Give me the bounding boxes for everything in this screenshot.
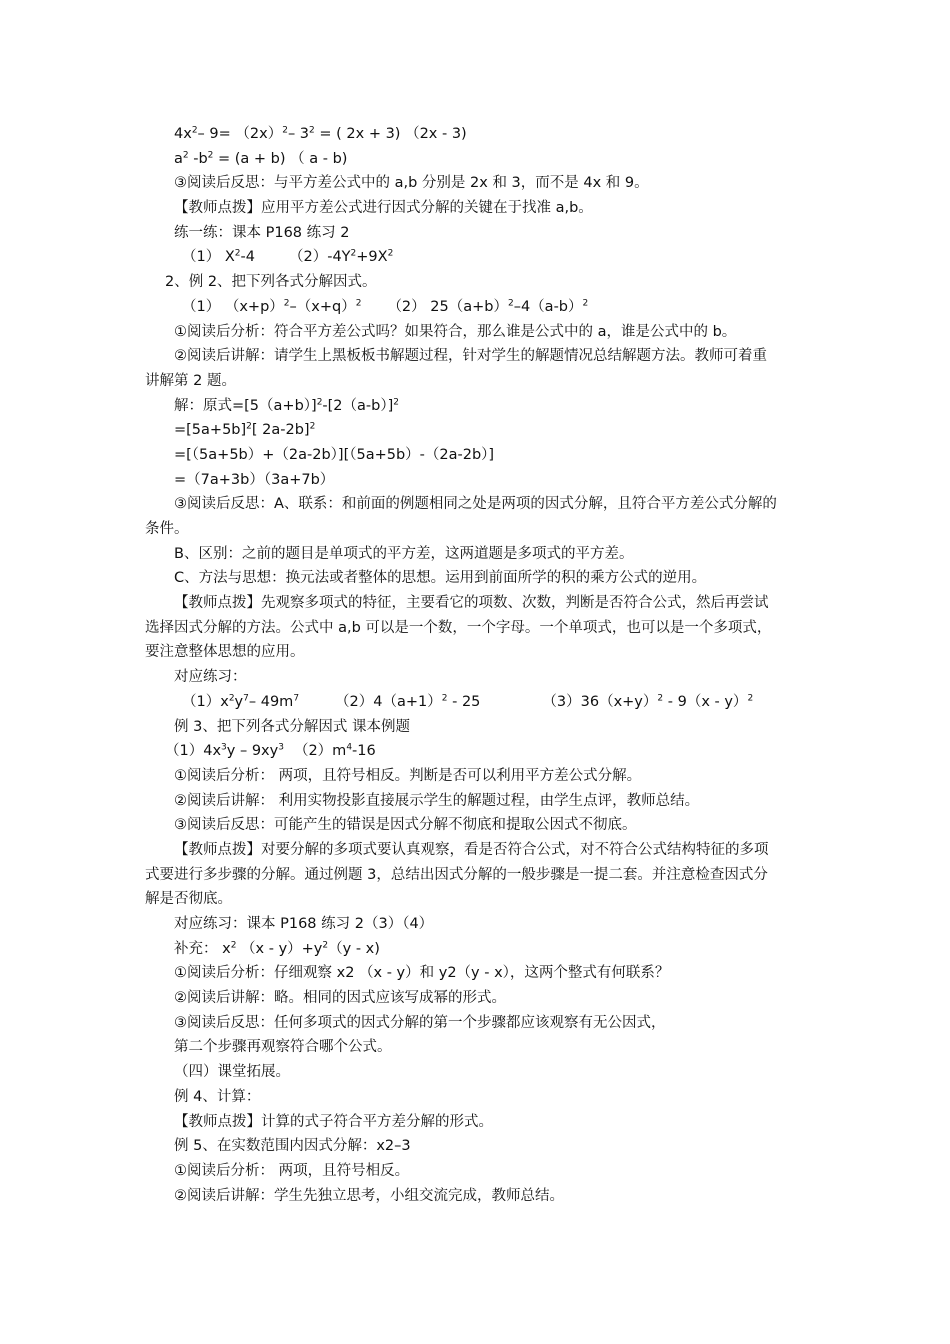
reflection-line: ③阅读后反思：任何多项式的因式分解的第一个步骤都应该观察有无公因式， xyxy=(174,1014,666,1031)
text: = ( 2x + 3) （2x - 3) xyxy=(314,126,467,142)
reflection-line: ③阅读后反思：A、联系：和前面的例题相同之处是两项的因式分解，且符合平方差公式分解的 xyxy=(174,496,777,513)
teacher-tip-line: 【教师点拨】对要分解的多项式要认真观察，看是否符合公式，对不符合公式结构特征的多项 xyxy=(174,841,769,858)
example-2-items xyxy=(145,295,810,320)
text: 解：原式=[5（a+b）] xyxy=(174,397,317,414)
reflection-line: ③阅读后反思：与平方差公式中的 a,b 分别是 2x 和 3，而不是 4x 和 9。 xyxy=(174,175,649,192)
text: -4 xyxy=(240,249,255,266)
practice-line: 练一练：课本 P168 练习 2 xyxy=(174,224,350,241)
superscript: 3 xyxy=(278,742,284,753)
analysis-line: ①阅读后分析：仔细观察 x2 （x - y）和 y2（y - x），这两个整式有何联系？ xyxy=(174,965,670,982)
superscript: 2 xyxy=(283,298,290,309)
analysis-line: ①阅读后分析： 两项，且符号相反。判断是否可以利用平方差公式分解。 xyxy=(174,767,642,784)
exercise-heading: 对应练习： xyxy=(174,669,247,686)
practice-items-line xyxy=(145,245,810,270)
analysis-line: ①阅读后分析：符合平方差公式吗？如果符合，那么谁是公式中的 a，谁是公式中的 b。 xyxy=(174,323,737,340)
explanation-line-cont: 讲解第 2 题。 xyxy=(145,372,236,389)
exercise-line: 对应练习：课本 P168 练习 2（3）（4） xyxy=(174,916,434,932)
explanation-line: ②阅读后讲解：略。相同的因式应该写成幂的形式。 xyxy=(174,990,506,1007)
reflection-line-cont: 条件。 xyxy=(145,521,189,537)
superscript: 2 xyxy=(230,940,237,951)
teacher-tip-line: 【教师点拨】计算的式子符合平方差分解的形式。 xyxy=(174,1113,493,1130)
superscript: 7 xyxy=(243,693,249,704)
superscript: 2 xyxy=(657,693,664,704)
superscript: 2 xyxy=(441,693,448,704)
teacher-tip-line-cont: 式要进行多步骤的分解。通过例题 3，总结出因式分解的一般步骤是一提二套。并注意检查因式分 xyxy=(145,866,768,883)
text: （1）x xyxy=(182,693,229,710)
text: = (a + b) （ a - b) xyxy=(213,150,348,167)
text: 补充： x xyxy=(174,940,231,957)
text: -b xyxy=(188,150,208,167)
superscript: 2 xyxy=(191,125,198,136)
text: +9X xyxy=(356,249,388,266)
teacher-tip-line: 【教师点拨】应用平方差公式进行因式分解的关键在于找准 a,b。 xyxy=(174,200,593,217)
text: y xyxy=(234,693,244,710)
text: =[5a+5b] xyxy=(174,422,247,439)
text: （2）m xyxy=(293,743,347,760)
solution-line-2 xyxy=(145,418,810,443)
text: 4x xyxy=(174,126,192,142)
explanation-line: ②阅读后讲解：请学生上黑板板书解题过程，针对学生的解题情况总结解题方法。教师可着重 xyxy=(174,348,767,365)
example-3-items xyxy=(145,739,810,764)
text: （3）36（x+y） xyxy=(542,693,658,710)
superscript: 2 xyxy=(228,693,235,704)
explanation-line: ②阅读后讲解： 利用实物投影直接展示学生的解题过程，由学生点评，教师总结。 xyxy=(174,792,700,809)
reflection-line-cont: 第二个步骤再观察符合哪个公式。 xyxy=(174,1039,392,1056)
superscript: 2 xyxy=(316,397,323,408)
text: –（x+q） xyxy=(289,298,356,315)
text: – 9= （2x） xyxy=(197,126,283,142)
section-heading: （四）课堂拓展。 xyxy=(174,1064,290,1081)
text: -[2（a-b）] xyxy=(322,397,394,414)
superscript: 7 xyxy=(293,693,300,704)
text: （2） 25（a+b） xyxy=(387,298,508,315)
equation-line-2 xyxy=(145,147,810,172)
text: - 9（x - y） xyxy=(663,693,748,710)
superscript: 2 xyxy=(350,249,357,260)
text: （1） X xyxy=(182,249,235,266)
solution-line-4: =（7a+3b）（3a+7b） xyxy=(174,471,335,488)
solution-line-3: =[（5a+5b）+（2a-2b）][（5a+5b）-（2a-2b）] xyxy=(174,446,495,463)
equation-line-1 xyxy=(145,122,810,147)
superscript: 2 xyxy=(234,249,241,260)
superscript: 2 xyxy=(507,298,514,309)
text: （2）-4Y xyxy=(288,249,351,266)
example-4-heading: 例 4、计算： xyxy=(174,1088,261,1105)
superscript: 2 xyxy=(246,421,252,432)
teacher-tip-line: 【教师点拨】先观察多项式的特征，主要看它的项数、次数，判断是否符合公式，然后再尝试 xyxy=(174,595,769,612)
superscript: 2 xyxy=(322,940,329,951)
superscript: 2 xyxy=(747,693,754,704)
superscript: 2 xyxy=(282,125,288,136)
example-3-heading: 例 3、把下列各式分解因式 课本例题 xyxy=(174,718,410,735)
text: y – 9xy xyxy=(226,743,279,760)
text: – 3 xyxy=(287,126,310,142)
text: –4（a-b） xyxy=(513,298,583,315)
text: -16 xyxy=(352,743,376,760)
reflection-line: ③阅读后反思：可能产生的错误是因式分解不彻底和提取公因式不彻底。 xyxy=(174,817,637,834)
supplement-line xyxy=(145,937,810,962)
text: – 49m xyxy=(248,693,294,710)
example-5-heading: 例 5、在实数范围内因式分解：x2–3 xyxy=(174,1138,411,1155)
text: （x - y）+y xyxy=(236,940,323,957)
text: （2）4（a+1） xyxy=(335,693,442,710)
teacher-tip-line-cont: 要注意整体思想的应用。 xyxy=(145,644,305,661)
solution-line-1 xyxy=(145,394,810,419)
superscript: 2 xyxy=(393,397,399,408)
text: - 25 xyxy=(447,693,481,710)
superscript: 2 xyxy=(387,249,394,260)
example-2-heading: 2、例 2、把下列各式分解因式。 xyxy=(165,274,377,291)
exercise-items xyxy=(145,690,810,715)
superscript: 2 xyxy=(309,125,315,136)
text: （y - x) xyxy=(328,940,380,957)
superscript: 2 xyxy=(182,150,189,161)
teacher-tip-line-cont: 选择因式分解的方法。公式中 a,b 可以是一个数，一个字母。一个单项式，也可以是一个多项式， xyxy=(145,619,772,636)
superscript: 2 xyxy=(355,298,362,309)
method-line: C、方法与思想：换元法或者整体的思想。运用到前面所学的积的乘方公式的逆用。 xyxy=(174,570,707,587)
superscript: 4 xyxy=(346,742,353,753)
text: a xyxy=(174,150,183,167)
superscript: 2 xyxy=(309,421,316,432)
superscript: 3 xyxy=(221,742,227,753)
text: （1）4x xyxy=(165,743,222,760)
superscript: 2 xyxy=(582,298,589,309)
teacher-tip-line-cont: 解是否彻底。 xyxy=(145,891,232,908)
text: （1） （x+p） xyxy=(182,298,284,315)
text: [ 2a-2b] xyxy=(251,422,310,439)
difference-line: B、区别：之前的题目是单项式的平方差，这两道题是多项式的平方差。 xyxy=(174,545,634,562)
explanation-line: ②阅读后讲解：学生先独立思考，小组交流完成，教师总结。 xyxy=(174,1187,564,1204)
superscript: 2 xyxy=(207,150,214,161)
document-page xyxy=(145,122,810,1208)
analysis-line: ①阅读后分析： 两项，且符号相反。 xyxy=(174,1162,410,1179)
